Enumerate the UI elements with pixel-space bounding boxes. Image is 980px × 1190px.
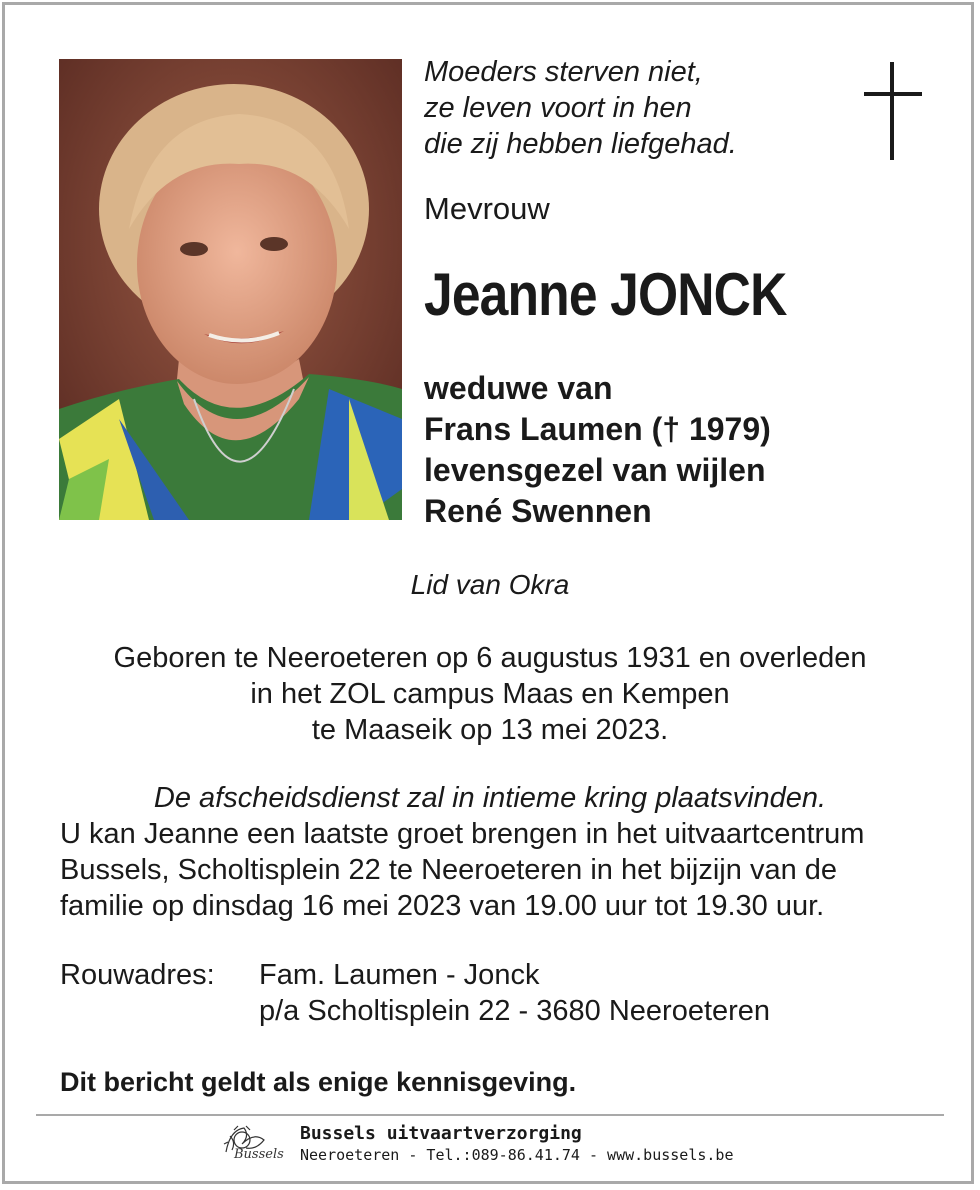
service-intro: De afscheidsdienst zal in intieme kring plaatsvinden. [153,782,827,814]
company-name: Bussels uitvaartverzorging [300,1123,582,1144]
bussels-logo [220,1122,294,1166]
relation-line: levensgezel van wijlen [424,452,766,488]
relations [424,368,771,532]
relation-line: René Swennen [424,493,652,529]
portrait-photo [59,59,402,520]
honorific: Mevrouw [424,191,550,226]
relation-line: Frans Laumen († 1979) [424,411,771,447]
notice: Dit bericht geldt als enige kennisgeving. [60,1067,577,1097]
poem-line: ze leven voort in hen [424,92,692,124]
birth-death-line: Geboren te Neeroeteren op 6 augustus 1931 en overleden [113,642,867,674]
birth-death-info [0,640,980,748]
service-line: familie op dinsdag 16 mei 2023 van 19.00 uur tot 19.30 uur. [60,890,825,922]
service-line: Bussels, Scholtisplein 22 te Neeroeteren in het bijzijn van de [60,854,838,886]
membership: Lid van Okra [410,569,570,600]
relation-line: weduwe van [424,370,613,406]
address-line: Fam. Laumen - Jonck [259,959,540,991]
address-label: Rouwadres: [60,959,215,991]
service-details [60,816,864,924]
birth-death-line: te Maaseik op 13 mei 2023. [311,714,669,746]
service-line: U kan Jeanne een laatste groet brengen in het uitvaartcentrum [60,818,865,850]
footer-divider [36,1114,944,1116]
birth-death-line: in het ZOL campus Maas en Kempen [250,678,730,710]
address-line: p/a Scholtisplein 22 - 3680 Neeroeteren [259,995,771,1027]
poem-line: Moeders sterven niet, [424,56,703,88]
cross-icon [864,62,922,160]
logo-text: Bussels [234,1147,284,1162]
deceased-name: Jeanne JONCK [424,261,787,328]
poem-line: die zij hebben liefgehad. [424,128,737,160]
mourning-address [259,957,770,1029]
company-contact: Neeroeteren - Tel.:089-86.41.74 - www.bussels.be [300,1146,734,1164]
poem [424,54,844,162]
